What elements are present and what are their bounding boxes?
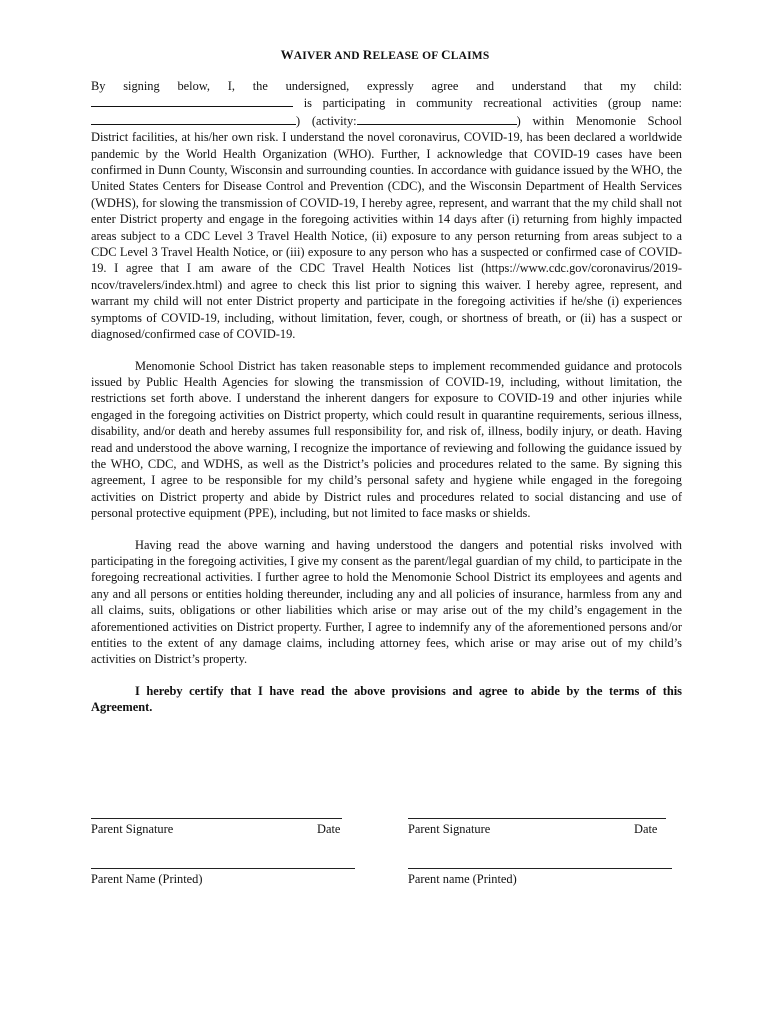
paragraph-1-body: ) within Menomonie School District facilities, at his/her own risk. I understand the novel coronavirus, COVID-19, has been declared a worldwide pandemic by the World Health Organization (WHO). Further, I acknowledge that COVID-19 cases have been confirmed in Dunn County, Wisconsin and surrounding counties. In accordance with guidance issued by the WHO, the United States Centers for Disease Control and Prevention (CDC), and the Wisconsin Department of Health Services (WDHS), for slowing the transmission of COVID-19, I hereby agree, represent, and warrant that the my child shall not enter District property and engage in the foregoing activities within 14 days after (i) returning from highly impacted areas subject to a CDC Level 3 Travel Health Notice, (ii) exposure to any person returning from areas subject to a CDC Level 3 Travel Health Notice, or (iii) exposure to any person who has a suspected or confirmed case of COVID-19. I agree that I am aware of the CDC Travel Health Notices list (https://www.cdc.gov/coronavirus/2019-ncov/travelers/index.html) and agree to check this list prior to signing this waiver. I hereby agree, represent, and warrant my child will not enter District property and participate in the foregoing activities if he/she (i) experiences symptoms of COVID-19, including, without limitation, fever, cough, or shortness of breath, or (ii) has a suspect or diagnosed/confirmed case of COVID-19. bbox=[91, 113, 682, 342]
right-signature-label: Parent Signature bbox=[408, 822, 491, 836]
left-date-label: Date bbox=[317, 822, 341, 836]
left-signature-label: Parent Signature bbox=[91, 822, 174, 836]
right-date-label: Date bbox=[634, 822, 658, 836]
paragraph-1-intro: By signing below, I, the undersigned, expressly agree and understand that my child: bbox=[91, 79, 682, 93]
right-printed-name-label: Parent name (Printed) bbox=[408, 872, 517, 886]
title-cap-w: W bbox=[280, 47, 294, 62]
title-part-3: LAIMS bbox=[450, 50, 490, 62]
right-signature-line[interactable] bbox=[408, 818, 666, 819]
title-part-2: ELEASE OF bbox=[372, 50, 442, 62]
paragraph-1-activity-text: ) (activity: bbox=[296, 113, 357, 128]
child-name-field[interactable] bbox=[91, 94, 293, 107]
right-printed-name-line[interactable] bbox=[408, 868, 672, 869]
activity-field[interactable] bbox=[357, 112, 517, 125]
paragraph-3: Having read the above warning and having understood the dangers and potential risks involved with participating in the foregoing activities, I give my consent as the parent/legal guardian of my child, to participate in the foregoing recreational activities. I further agree to hold the Menomonie School District its employees and agents and any and all persons or entities holding thereunder, including any and all policies of insurance, harmless from any and all claims, suits, obligations or other liabilities which arise or may arise out of the my child’s engagement in the aforementioned activities on District property. Further, I agree to indemnify any of the aforementioned persons and/or entities to the extent of any damage claims, including attorney fees, which arise or may arise out of my child’s activities on District’s property. bbox=[91, 537, 682, 667]
left-printed-name-label: Parent Name (Printed) bbox=[91, 872, 203, 886]
certification-statement: I hereby certify that I have read the above provisions and agree to abide by the terms of this Agreement. bbox=[91, 683, 682, 715]
title-cap-c: C bbox=[441, 47, 451, 62]
left-signature-line[interactable] bbox=[91, 818, 342, 819]
document-body bbox=[91, 78, 682, 731]
paragraph-1-group-text: is participating in community recreational activities (group name: bbox=[293, 96, 682, 111]
document-title bbox=[0, 47, 770, 63]
left-printed-name-line[interactable] bbox=[91, 868, 355, 869]
paragraph-1 bbox=[91, 78, 682, 343]
paragraph-2: Menomonie School District has taken reasonable steps to implement recommended guidance and protocols issued by Public Health Agencies for slowing the transmission of COVID-19, including, without limitation, the restrictions set forth above. I understand the inherent dangers for exposure to COVID-19 and other injuries while engaged in the foregoing activities on District property, which could result in quarantine requirements, serious illness, disability, and/or death and hereby assumes full responsibility for, and risk of, illness, bodily injury, or death. Having read and understood the above warning, I recognize the importance of reviewing and following the guidance issued by the WHO, CDC, and WDHS, as well as the District’s policies and procedures related to the same. By signing this agreement, I agree to be responsible for my child’s personal safety and hygiene while engaged in the foregoing activities on District property and abide by District rules and procedures related to social distancing and use of personal protective equipment (PPE), including, but not limited to face masks or shields. bbox=[91, 358, 682, 521]
group-name-field[interactable] bbox=[91, 112, 296, 125]
title-part-1: AIVER AND bbox=[293, 50, 363, 62]
title-cap-r: R bbox=[362, 47, 373, 62]
